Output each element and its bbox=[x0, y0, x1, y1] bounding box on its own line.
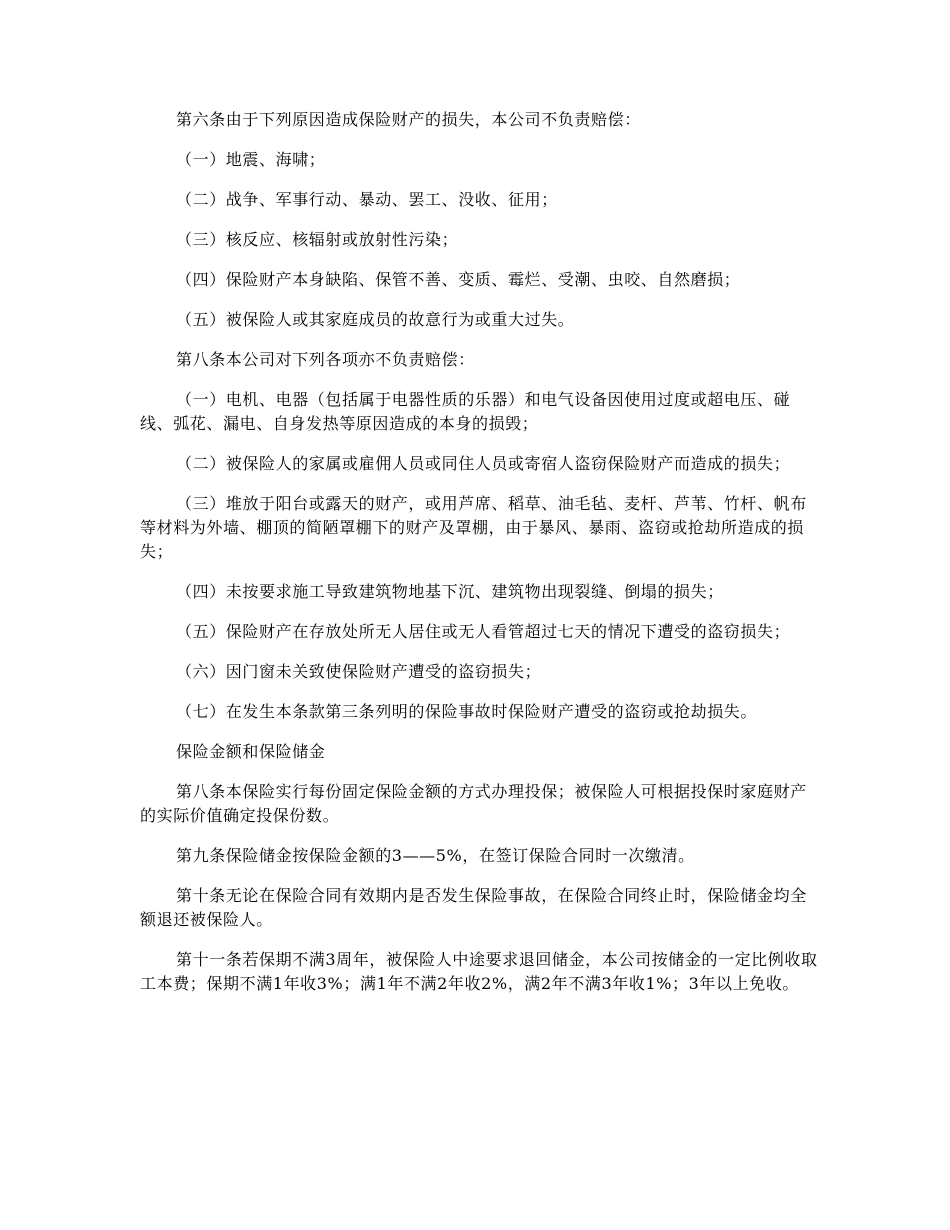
paragraph-article-6-item-5: （五）被保险人或其家庭成员的故意行为或重大过失。 bbox=[176, 310, 575, 329]
document-body bbox=[140, 108, 820, 1012]
paragraph-article-8-exclusions: 第八条本公司对下列各项亦不负责赔偿： bbox=[176, 350, 475, 369]
paragraph-article-6: 第六条由于下列原因造成保险财产的损失，本公司不负责赔偿： bbox=[176, 110, 641, 129]
paragraph-article-8-item-4: （四）未按要求施工导致建筑物地基下沉、建筑物出现裂缝、倒塌的损失； bbox=[176, 582, 724, 601]
paragraph-article-11: 第十一条若保期不满3周年，被保险人中途要求退回储金，本公司按储金的一定比例收取工本费；保期不满1年收3%；满1年不满2年收2%，满2年不满3年收1%；3年以上免收。 bbox=[140, 950, 818, 993]
paragraph-article-8-item-3: （三）堆放于阳台或露天的财产，或用芦席、稻草、油毛毡、麦杆、芦苇、竹杆、帆布等材料为外墙、棚顶的简陋罩棚下的财产及罩棚，由于暴风、暴雨、盗窃或抢劫所造成的损失； bbox=[140, 494, 807, 561]
paragraph-article-8-item-6: （六）因门窗未关致使保险财产遭受的盗窃损失； bbox=[176, 662, 542, 681]
paragraph-article-6-item-3: （三）核反应、核辐射或放射性污染； bbox=[176, 230, 459, 249]
paragraph-article-8-item-7: （七）在发生本条款第三条列明的保险事故时保险财产遭受的盗窃或抢劫损失。 bbox=[176, 702, 758, 721]
paragraph-article-10: 第十条无论在保险合同有效期内是否发生保险事故，在保险合同终止时，保险储金均全额退还被保险人。 bbox=[140, 886, 807, 929]
paragraph-article-8-amount: 第八条本保险实行每份固定保险金额的方式办理投保；被保险人可根据投保时家庭财产的实际价值确定投保份数。 bbox=[140, 782, 807, 825]
paragraph-article-8-item-1: （一）电机、电器（包括属于电器性质的乐器）和电气设备因使用过度或超电压、碰线、弧花、漏电、自身发热等原因造成的本身的损毁； bbox=[140, 390, 791, 433]
paragraph-article-6-item-4: （四）保险财产本身缺陷、保管不善、变质、霉烂、受潮、虫咬、自然磨损； bbox=[176, 270, 741, 289]
section-heading-insured-amount: 保险金额和保险储金 bbox=[176, 742, 326, 761]
paragraph-article-8-item-2: （二）被保险人的家属或雇佣人员或同住人员或寄宿人盗窃保险财产而造成的损失； bbox=[176, 454, 791, 473]
paragraph-article-6-item-2: （二）战争、军事行动、暴动、罢工、没收、征用； bbox=[176, 190, 558, 209]
paragraph-article-9: 第九条保险储金按保险金额的3——5%，在签订保险合同时一次缴清。 bbox=[176, 846, 695, 865]
paragraph-article-8-item-5: （五）保险财产在存放处所无人居住或无人看管超过七天的情况下遭受的盗窃损失； bbox=[176, 622, 791, 641]
paragraph-article-6-item-1: （一）地震、海啸； bbox=[176, 150, 326, 169]
